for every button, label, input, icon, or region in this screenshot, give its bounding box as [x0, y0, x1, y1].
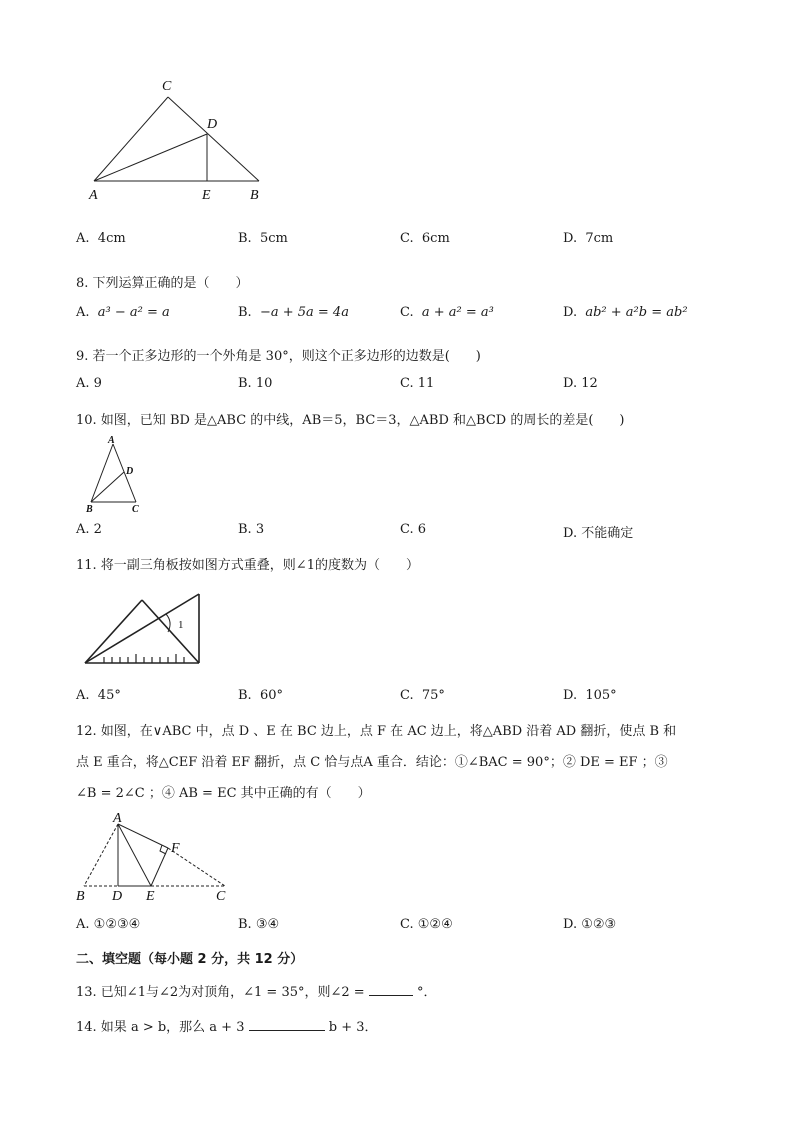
label-b: B: [250, 188, 259, 203]
q10-option-c-letter: C.: [400, 522, 414, 537]
q12-line-3: ∠B = 2∠C ；④ AB = EC 其中正确的有（ ）: [76, 786, 371, 801]
q11-angle-label: 1: [178, 619, 184, 631]
q11-option-a-text: 45°: [97, 688, 121, 703]
q13-text-before: 13. 已知∠1与∠2为对顶角，∠1 = 35°，则∠2 =: [76, 985, 365, 1000]
q11-stem: 11. 将一副三角板按如图方式重叠，则∠1的度数为（ ）: [76, 558, 419, 573]
q12-option-a[interactable]: [76, 917, 140, 932]
q9-option-d-text: 12: [581, 376, 598, 391]
q14-text-after: b + 3．: [328, 1020, 378, 1035]
q12-line-2: 点 E 重合，将△CEF 沿着 EF 翻折，点 C 恰与点A 重合．结论：①∠BAC = 90°；② DE = EF ；③: [76, 755, 668, 770]
q9-option-b-letter: B.: [238, 376, 252, 391]
q13-text-after: °．: [416, 985, 437, 1000]
q9-option-d-letter: D.: [563, 376, 578, 391]
q12-option-d-text: ①②③: [581, 917, 617, 932]
q11-option-d-text: 105°: [585, 688, 617, 703]
q12-option-a-text: ①②③④: [93, 917, 141, 932]
q7-option-a-letter: A.: [76, 231, 90, 246]
q9-option-c-text: 11: [417, 376, 435, 391]
q10-option-b-letter: B.: [238, 522, 252, 537]
q7-option-c-letter: C.: [400, 231, 414, 246]
q12-option-c-letter: C.: [400, 917, 414, 932]
q10-option-c-text: 6: [417, 522, 427, 537]
q8-option-d-letter: D.: [563, 305, 578, 320]
q10-option-d-letter: D.: [563, 526, 578, 541]
q12-label-c: C: [216, 889, 226, 904]
q10-label-c: C: [132, 504, 139, 515]
q10-label-a: A: [108, 435, 115, 446]
q12-option-b-letter: B.: [238, 917, 252, 932]
q12-option-a-letter: A.: [76, 917, 90, 932]
label-e: E: [202, 188, 211, 203]
q13: [76, 981, 436, 1000]
q10-stem: 10. 如图，已知 BD 是△ABC 的中线，AB＝5，BC＝3，△ABD 和△BCD 的周长的差是( ): [76, 413, 625, 428]
q12-option-d[interactable]: [563, 917, 616, 932]
q8-option-a-text: a³ − a² = a: [97, 305, 170, 320]
q13-answer-blank[interactable]: [369, 983, 413, 996]
q8-option-c-letter: C.: [400, 305, 414, 320]
q8-option-b-letter: B.: [238, 305, 252, 320]
q10-option-b-text: 3: [255, 522, 265, 537]
q12-label-d: D: [112, 889, 123, 904]
q9-option-a-text: 9: [93, 376, 102, 391]
q9-option-b-text: 10: [255, 376, 273, 391]
q12-line-1: 12. 如图，在∨ABC 中，点 D 、E 在 BC 边上，点 F 在 AC 边上，将△ABD 沿着 AD 翻折，使点 B 和: [76, 724, 677, 739]
q12-option-c[interactable]: [400, 917, 453, 932]
q7-option-d-letter: D.: [563, 231, 578, 246]
q14: [76, 1016, 378, 1035]
q8-option-d-text: ab² + a²b = ab²: [585, 305, 688, 320]
q11-option-c-letter: C.: [400, 688, 414, 703]
q12-option-d-letter: D.: [563, 917, 578, 932]
q11-option-c-text: 75°: [421, 688, 445, 703]
label-a: A: [89, 188, 98, 203]
q9-option-c-letter: C.: [400, 376, 414, 391]
q10-label-d: D: [126, 466, 134, 477]
q8-option-c-text: a + a² = a³: [421, 305, 494, 320]
label-c: C: [162, 79, 172, 94]
q12-label-a: A: [113, 811, 122, 826]
label-d: D: [207, 117, 218, 132]
q7-option-d-text: 7cm: [585, 231, 614, 246]
q8-option-b-text: −a + 5a = 4a: [259, 305, 349, 320]
q7-option-b-text: 5cm: [259, 231, 288, 246]
q12-option-b[interactable]: [238, 917, 279, 932]
q12-label-e: E: [146, 889, 155, 904]
q11-option-a-letter: A.: [76, 688, 90, 703]
section-2-title: 二、填空题（每小题 2 分，共 12 分）: [76, 952, 304, 967]
q10-option-a-letter: A.: [76, 522, 90, 537]
q14-text-before: 14. 如果 a > b，那么 a + 3: [76, 1020, 245, 1035]
q7-option-c-text: 6cm: [421, 231, 450, 246]
q8-option-a-letter: A.: [76, 305, 90, 320]
q9-stem: 9. 若一个正多边形的一个外角是 30°，则这个正多边形的边数是( ): [76, 349, 481, 364]
q9-option-a-letter: A.: [76, 376, 90, 391]
q11-option-b-text: 60°: [259, 688, 283, 703]
q11-option-b-letter: B.: [238, 688, 252, 703]
q12-option-c-text: ①②④: [417, 917, 453, 932]
q7-option-b-letter: B.: [238, 231, 252, 246]
q14-answer-blank[interactable]: [249, 1018, 325, 1031]
q12-option-b-text: ③④: [255, 917, 280, 932]
q7-option-a-text: 4cm: [97, 231, 126, 246]
q12-label-b: B: [76, 889, 85, 904]
q8-stem: 8. 下列运算正确的是（ ）: [76, 276, 249, 291]
q11-option-d-letter: D.: [563, 688, 578, 703]
q10-option-a-text: 2: [93, 522, 102, 537]
q10-option-d-text: 不能确定: [581, 526, 634, 541]
q10-label-b: B: [86, 504, 93, 515]
q12-label-f: F: [171, 841, 180, 856]
